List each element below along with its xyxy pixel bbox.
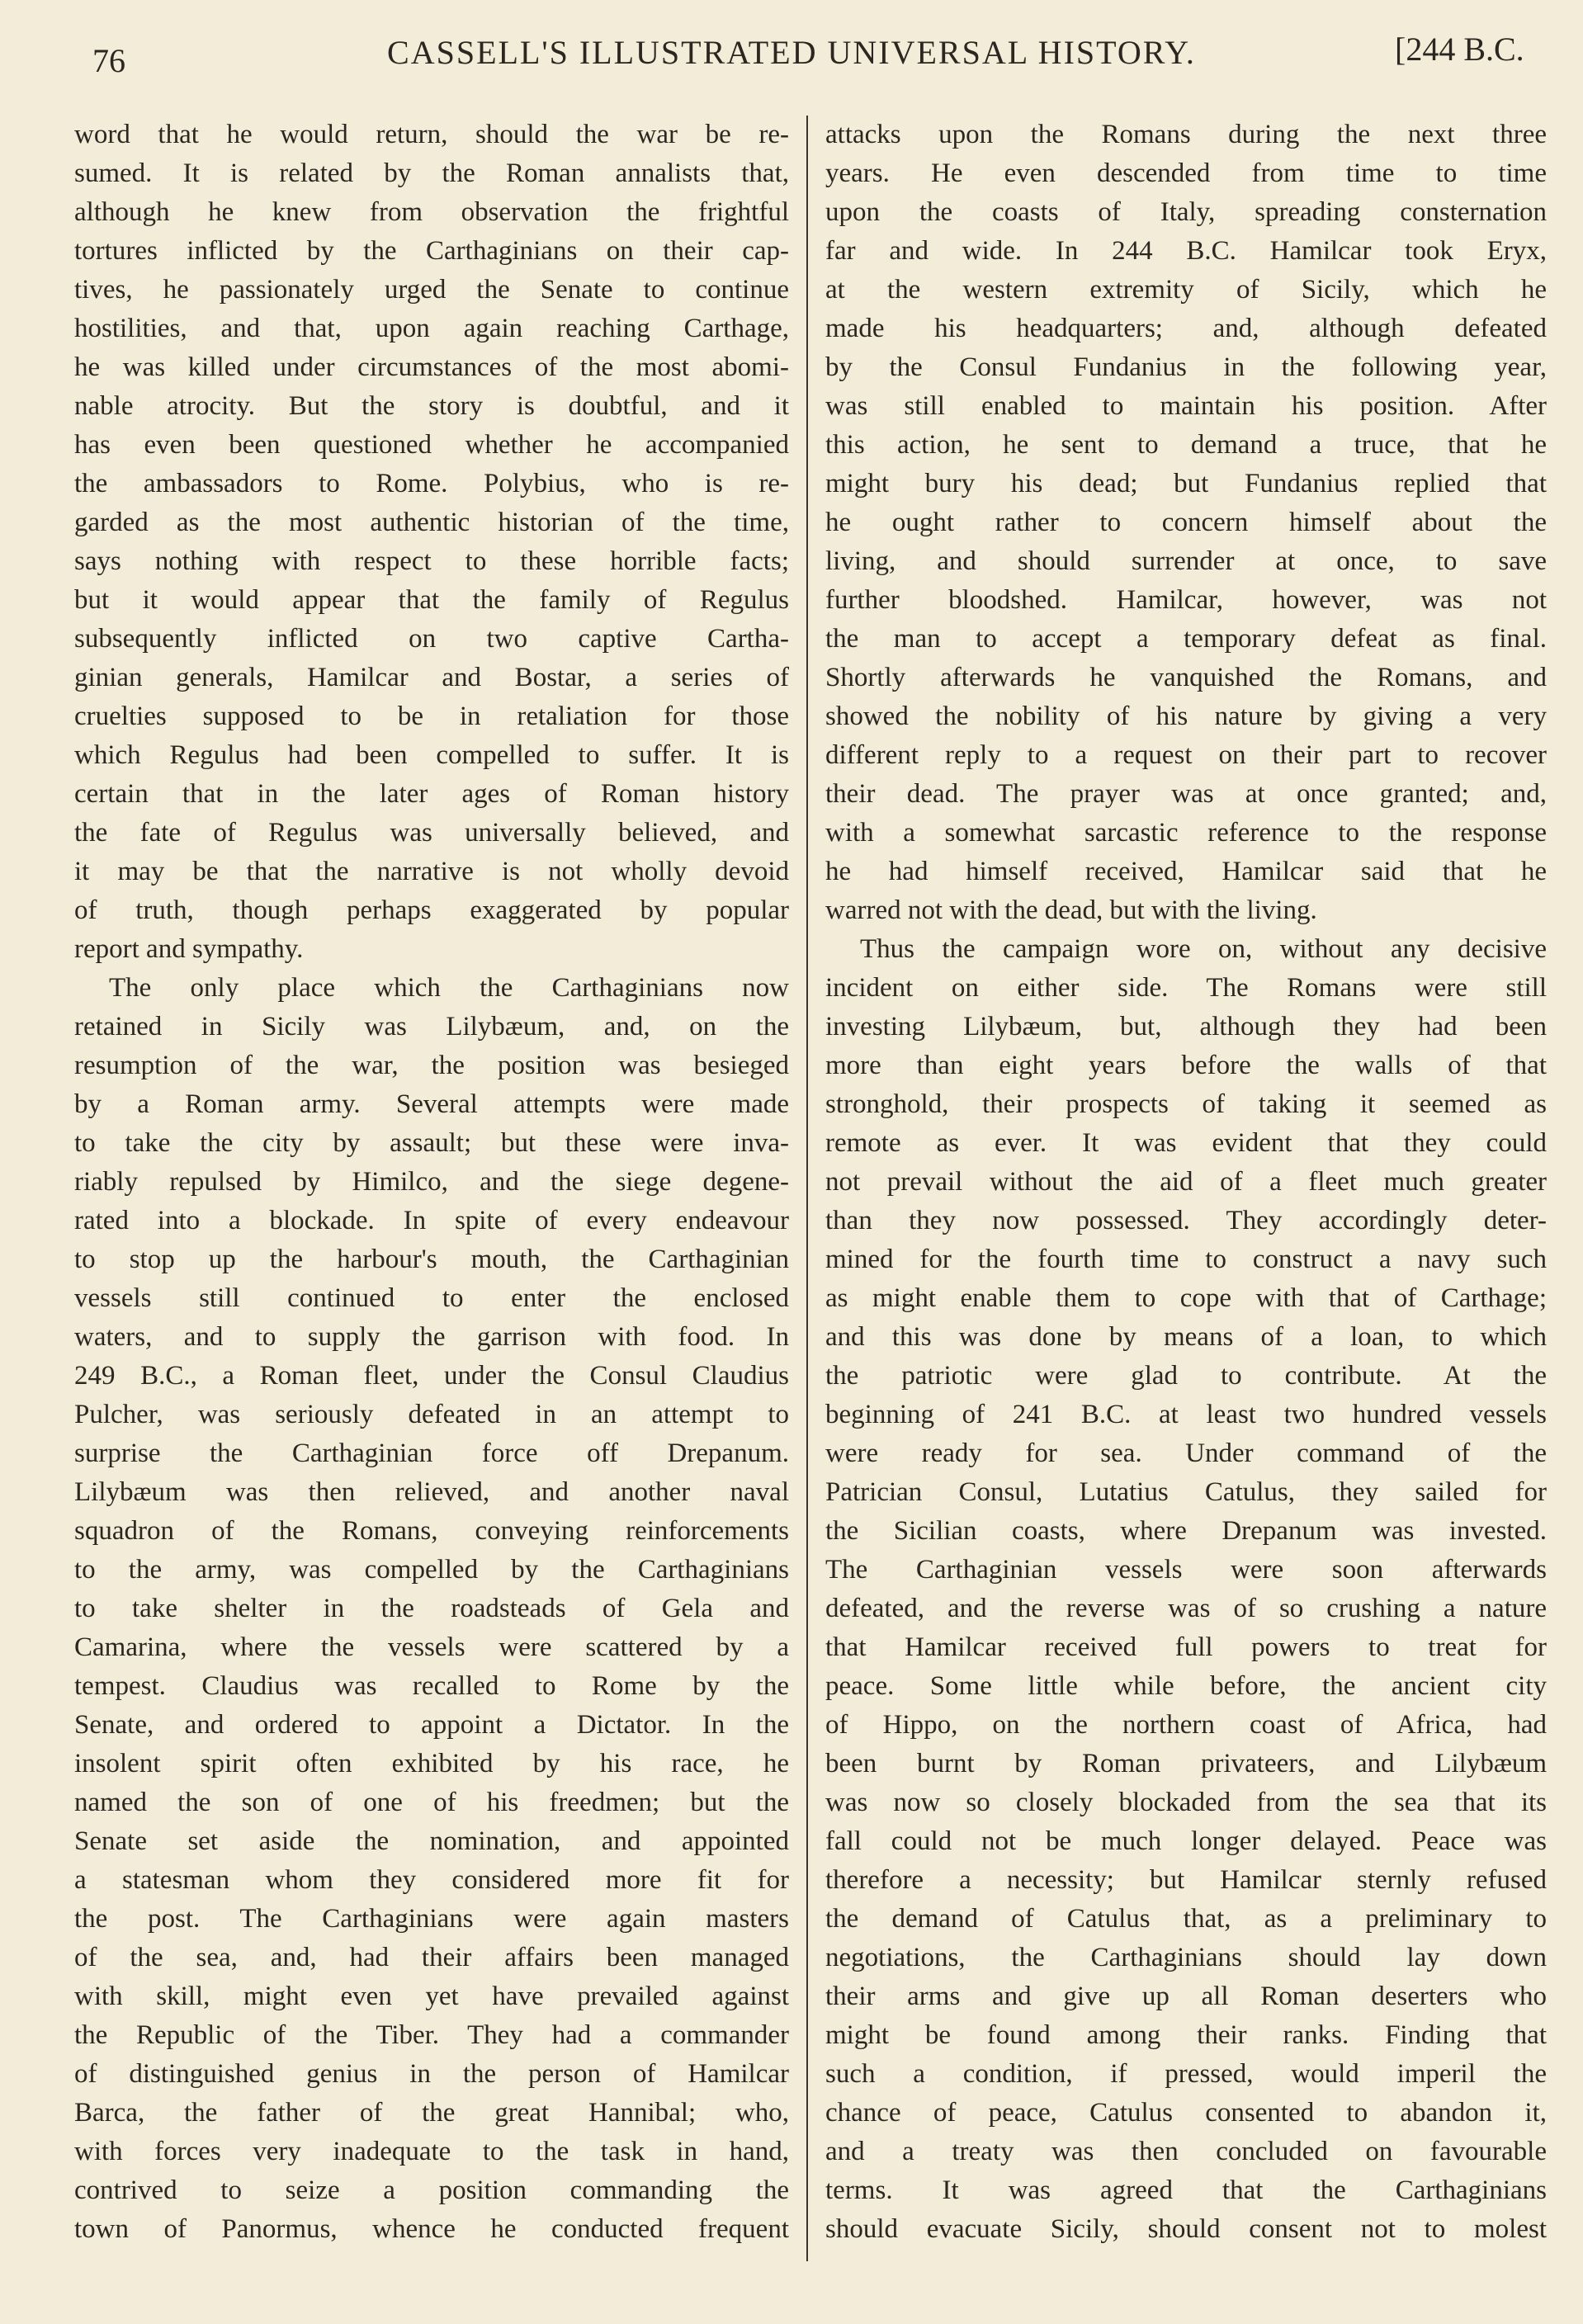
text-line: he was killed under circumstances of the most abomi- xyxy=(74,352,789,382)
text-line: remote as ever. It was evident that they could xyxy=(825,1128,1547,1158)
text-line: to take shelter in the roadsteads of Gela and xyxy=(74,1594,789,1623)
text-line: vessels still continued to enter the enclosed xyxy=(74,1283,789,1313)
text-line: waters, and to supply the garrison with food. In xyxy=(74,1322,789,1352)
text-line: word that he would return, should the war be re- xyxy=(74,120,789,149)
text-line: to the army, was compelled by the Carthaginians xyxy=(74,1555,789,1585)
text-line: chance of peace, Catulus consented to abandon it, xyxy=(825,2098,1547,2128)
text-line: has even been questioned whether he accompanied xyxy=(74,430,789,460)
text-line: of truth, though perhaps exaggerated by popular xyxy=(74,895,789,925)
text-line: hostilities, and that, upon again reaching Carthage, xyxy=(74,314,789,343)
text-line: was now so closely blockaded from the sea that its xyxy=(825,1788,1547,1817)
text-line: might bury his dead; but Fundanius replied that xyxy=(825,469,1547,498)
text-line: were ready for sea. Under command of the xyxy=(825,1438,1547,1468)
text-line: of the sea, and, had their affairs been managed xyxy=(74,1943,789,1972)
text-line: says nothing with respect to these horrible facts; xyxy=(74,546,789,576)
text-line: to take the city by assault; but these were inva- xyxy=(74,1128,789,1158)
text-line: that Hamilcar received full powers to treat for xyxy=(825,1632,1547,1662)
text-line: sumed. It is related by the Roman annalists that, xyxy=(74,158,789,188)
text-line: therefore a necessity; but Hamilcar sternly refused xyxy=(825,1865,1547,1895)
text-line: to stop up the harbour's mouth, the Carthaginian xyxy=(74,1245,789,1274)
text-line: terms. It was agreed that the Carthaginians xyxy=(825,2175,1547,2205)
left-column xyxy=(74,116,789,2249)
text-line: it may be that the narrative is not wholly devoid xyxy=(74,857,789,886)
text-line: their dead. The prayer was at once granted; and, xyxy=(825,779,1547,809)
text-line: squadron of the Romans, conveying reinforcements xyxy=(74,1516,789,1546)
text-line: Patrician Consul, Lutatius Catulus, they sailed for xyxy=(825,1477,1547,1507)
text-line: Pulcher, was seriously defeated in an attempt to xyxy=(74,1400,789,1429)
text-line: Barca, the father of the great Hannibal; who, xyxy=(74,2098,789,2128)
text-line: by a Roman army. Several attempts were made xyxy=(74,1089,789,1119)
text-line: subsequently inflicted on two captive Cartha- xyxy=(74,624,789,654)
text-line: upon the coasts of Italy, spreading consternation xyxy=(825,197,1547,227)
text-line: insolent spirit often exhibited by his race, he xyxy=(74,1749,789,1778)
text-line: been burnt by Roman privateers, and Lilybæum xyxy=(825,1749,1547,1778)
text-line: resumption of the war, the position was besieged xyxy=(74,1051,789,1080)
text-line: 249 B.C., a Roman fleet, under the Consul Claudius xyxy=(74,1361,789,1391)
text-line: living, and should surrender at once, to save xyxy=(825,546,1547,576)
text-line: more than eight years before the walls of that xyxy=(825,1051,1547,1080)
text-line: of distinguished genius in the person of Hamilcar xyxy=(74,2059,789,2089)
text-line: should evacuate Sicily, should consent not to molest xyxy=(825,2214,1547,2244)
text-line: negotiations, the Carthaginians should lay down xyxy=(825,1943,1547,1972)
text-line: defeated, and the reverse was of so crushing a nature xyxy=(825,1594,1547,1623)
text-line: Senate set aside the nomination, and appointed xyxy=(74,1826,789,1856)
text-line: warred not with the dead, but with the living. xyxy=(825,895,1317,925)
text-line: a statesman whom they considered more fit for xyxy=(74,1865,789,1895)
text-line: retained in Sicily was Lilybæum, and, on the xyxy=(74,1012,789,1042)
text-line: the ambassadors to Rome. Polybius, who is re- xyxy=(74,469,789,498)
text-line: and a treaty was then concluded on favourable xyxy=(825,2137,1547,2166)
text-line: at the western extremity of Sicily, which he xyxy=(825,275,1547,305)
text-line: he had himself received, Hamilcar said that he xyxy=(825,857,1547,886)
page-header xyxy=(0,0,1583,91)
text-line: by the Consul Fundanius in the following year, xyxy=(825,352,1547,382)
text-line: certain that in the later ages of Roman history xyxy=(74,779,789,809)
text-line: made his headquarters; and, although defeated xyxy=(825,314,1547,343)
text-line: different reply to a request on their part to recover xyxy=(825,740,1547,770)
text-line: beginning of 241 B.C. at least two hundred vessels xyxy=(825,1400,1547,1429)
text-line: investing Lilybæum, but, although they had been xyxy=(825,1012,1547,1042)
text-line: their arms and give up all Roman deserters who xyxy=(825,1982,1547,2011)
text-line: of Hippo, on the northern coast of Africa, had xyxy=(825,1710,1547,1740)
text-line: town of Panormus, whence he conducted frequent xyxy=(74,2214,789,2244)
text-line: far and wide. In 244 B.C. Hamilcar took Eryx, xyxy=(825,236,1547,266)
text-line: tives, he passionately urged the Senate to continue xyxy=(74,275,789,305)
text-line: he ought rather to concern himself about the xyxy=(825,508,1547,537)
text-line: the Sicilian coasts, where Drepanum was invested. xyxy=(825,1516,1547,1546)
text-line: might be found among their ranks. Finding that xyxy=(825,2020,1547,2050)
text-line: with a somewhat sarcastic reference to the response xyxy=(825,818,1547,848)
text-line: report and sympathy. xyxy=(74,934,304,964)
text-line: the Republic of the Tiber. They had a commander xyxy=(74,2020,789,2050)
text-line: Shortly afterwards he vanquished the Romans, and xyxy=(825,663,1547,692)
text-line: this action, he sent to demand a truce, that he xyxy=(825,430,1547,460)
text-line: ginian generals, Hamilcar and Bostar, a series of xyxy=(74,663,789,692)
text-line: but it would appear that the family of Regulus xyxy=(74,585,789,615)
text-line: further bloodshed. Hamilcar, however, was not xyxy=(825,585,1547,615)
text-line: was still enabled to maintain his position. After xyxy=(825,391,1547,421)
text-line: rated into a blockade. In spite of every endeavour xyxy=(74,1206,789,1235)
right-column xyxy=(825,116,1547,2249)
text-line: the man to accept a temporary defeat as final. xyxy=(825,624,1547,654)
text-line: peace. Some little while before, the ancient city xyxy=(825,1671,1547,1701)
text-line: although he knew from observation the frightful xyxy=(74,197,789,227)
text-line: riably repulsed by Himilco, and the siege degene- xyxy=(74,1167,789,1197)
text-line: the fate of Regulus was universally believed, and xyxy=(74,818,789,848)
text-line: tortures inflicted by the Carthaginians on their cap- xyxy=(74,236,789,266)
text-line: not prevail without the aid of a fleet much greater xyxy=(825,1167,1547,1197)
text-line: surprise the Carthaginian force off Drepanum. xyxy=(74,1438,789,1468)
text-line: and this was done by means of a loan, to which xyxy=(825,1322,1547,1352)
text-line: stronghold, their prospects of taking it seemed as xyxy=(825,1089,1547,1119)
page-number: 76 xyxy=(92,42,125,79)
text-line: as might enable them to cope with that of Carthage; xyxy=(825,1283,1547,1313)
text-line: Thus the campaign wore on, without any decisive xyxy=(860,934,1547,964)
text-line: mined for the fourth time to construct a navy such xyxy=(825,1245,1547,1274)
text-line: Lilybæum was then relieved, and another naval xyxy=(74,1477,789,1507)
text-line: years. He even descended from time to time xyxy=(825,158,1547,188)
text-line: attacks upon the Romans during the next three xyxy=(825,120,1547,149)
text-line: the demand of Catulus that, as a preliminary to xyxy=(825,1904,1547,1934)
column-divider xyxy=(806,116,808,2261)
text-line: the patriotic were glad to contribute. At the xyxy=(825,1361,1547,1391)
text-line: tempest. Claudius was recalled to Rome by the xyxy=(74,1671,789,1701)
text-line: showed the nobility of his nature by giving a very xyxy=(825,701,1547,731)
text-line: nable atrocity. But the story is doubtful, and it xyxy=(74,391,789,421)
text-line: which Regulus had been compelled to suffer. It is xyxy=(74,740,789,770)
text-line: Camarina, where the vessels were scattered by a xyxy=(74,1632,789,1662)
text-line: than they now possessed. They accordingly deter- xyxy=(825,1206,1547,1235)
text-line: garded as the most authentic historian of the time, xyxy=(74,508,789,537)
text-line: named the son of one of his freedmen; but the xyxy=(74,1788,789,1817)
text-line: Senate, and ordered to appoint a Dictator. In the xyxy=(74,1710,789,1740)
text-line: fall could not be much longer delayed. Peace was xyxy=(825,1826,1547,1856)
running-title: CASSELL'S ILLUSTRATED UNIVERSAL HISTORY. xyxy=(387,34,1196,71)
text-line: cruelties supposed to be in retaliation for those xyxy=(74,701,789,731)
text-line: incident on either side. The Romans were still xyxy=(825,973,1547,1003)
text-line: the post. The Carthaginians were again masters xyxy=(74,1904,789,1934)
text-line: such a condition, if pressed, would imperil the xyxy=(825,2059,1547,2089)
date-heading: [244 B.C. xyxy=(1395,31,1524,68)
text-line: contrived to seize a position commanding the xyxy=(74,2175,789,2205)
text-line: with skill, might even yet have prevailed against xyxy=(74,1982,789,2011)
text-line: with forces very inadequate to the task in hand, xyxy=(74,2137,789,2166)
text-line: The Carthaginian vessels were soon afterwards xyxy=(825,1555,1547,1585)
text-line: The only place which the Carthaginians now xyxy=(109,973,789,1003)
